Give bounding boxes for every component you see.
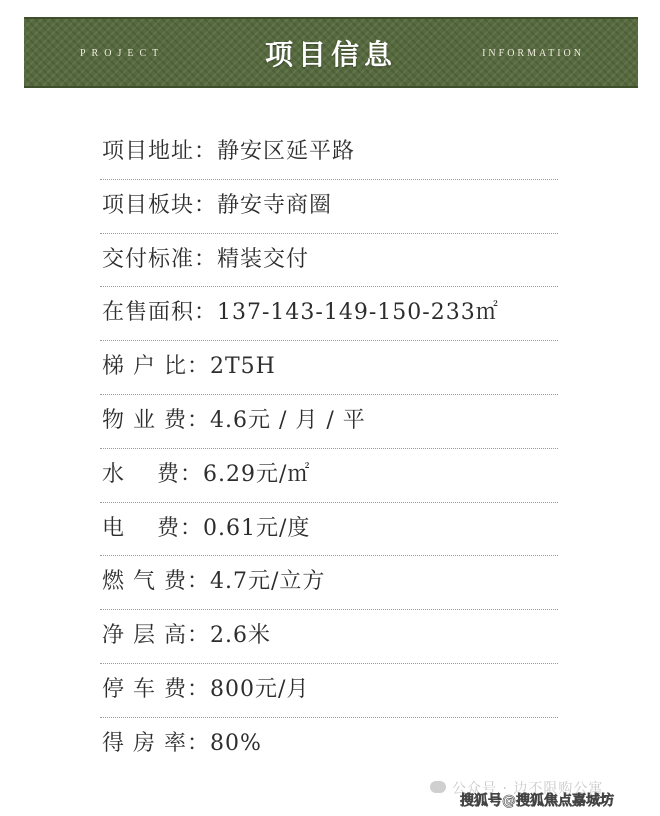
header-banner <box>24 17 638 88</box>
info-row-text: 交付标准：精装交付 <box>102 246 310 272</box>
info-row-text: 水 费：6.29元/㎡ <box>102 461 311 487</box>
info-row-elevator-ratio <box>100 341 558 395</box>
page-title: 项目信息 <box>264 38 397 71</box>
info-row-text: 项目地址：静安区延平路 <box>102 139 356 164</box>
watermark-main-text: 搜狐号@搜狐焦点嘉城坊 <box>460 793 614 809</box>
info-row-floor-height <box>100 610 558 664</box>
info-row-text: 物 业 费：4.6元 / 月 / 平 <box>102 407 366 433</box>
info-row-text: 燃 气 费：4.7元/立方 <box>102 569 326 595</box>
info-row-text: 电 费：0.61元/度 <box>102 515 311 541</box>
info-row-text: 梯 户 比：2T5H <box>102 354 276 380</box>
header-left-label: PROJECT <box>80 48 165 59</box>
info-row-electric-fee <box>100 503 558 557</box>
wechat-icon <box>430 781 446 793</box>
info-row-text: 项目板块：静安寺商圈 <box>102 192 333 218</box>
header-right-label: INFORMATION <box>482 48 584 59</box>
info-row-water-fee <box>100 449 558 503</box>
info-row-efficiency <box>100 718 558 772</box>
info-list <box>100 126 558 772</box>
info-row-delivery <box>100 234 558 288</box>
info-row-parking-fee <box>100 664 558 718</box>
info-row-text: 停 车 费：800元/月 <box>102 676 310 702</box>
info-row-text: 净 层 高：2.6米 <box>102 623 271 649</box>
info-row-text: 在售面积：137-143-149-150-233㎡ <box>102 300 499 326</box>
info-row-area <box>100 287 558 341</box>
info-row-text: 得 房 率：80% <box>102 730 262 756</box>
info-row-property-fee <box>100 395 558 449</box>
watermark-faint-text: 公众号 · 边不限购公寓 <box>452 781 604 797</box>
info-row-gas-fee <box>100 556 558 610</box>
info-row-district <box>100 180 558 234</box>
info-row-address <box>100 126 558 180</box>
watermark <box>430 776 650 809</box>
